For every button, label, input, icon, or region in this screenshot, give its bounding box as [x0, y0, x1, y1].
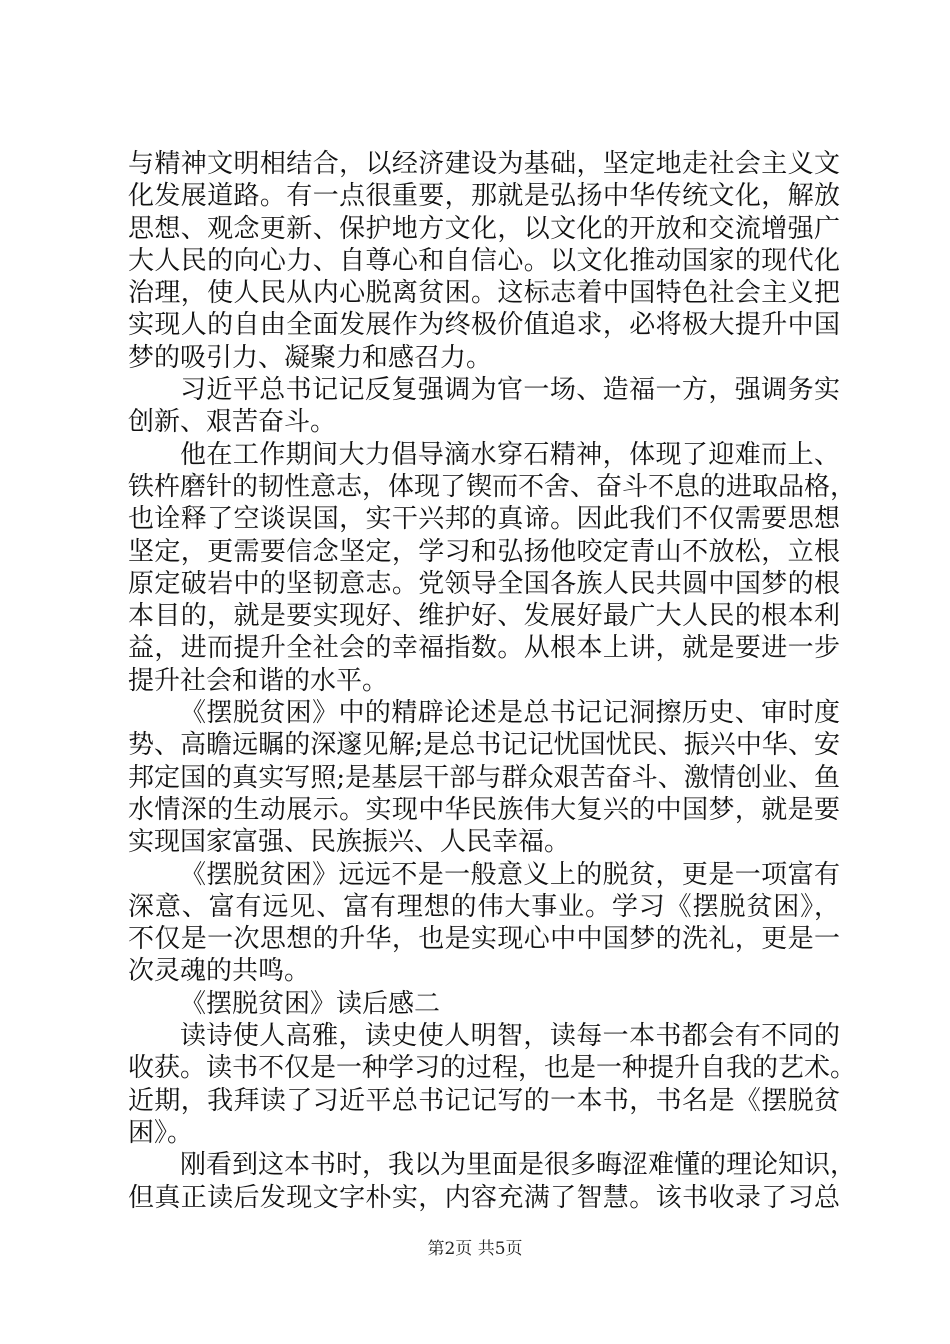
page-footer: 第2页 共5页: [427, 1239, 523, 1259]
text-line: 困》。: [128, 1117, 194, 1148]
text-line: 《摆脱贫困》远远不是一般意义上的脱贫，更是一项富有: [180, 859, 840, 890]
text-line: 读诗使人高雅，读史使人明智，读每一本书都会有不同的: [180, 1021, 840, 1052]
text-line: 邦定国的真实写照;是基层干部与群众艰苦奋斗、激情创业、鱼: [128, 762, 840, 793]
text-line: 次灵魂的共鸣。: [128, 956, 311, 987]
text-line: 提升社会和谐的水平。: [128, 665, 389, 696]
text-line: 与精神文明相结合，以经济建设为基础，坚定地走社会主义文: [128, 149, 840, 179]
text-line: 铁杵磨针的韧性意志，体现了锲而不舍、奋斗不息的进取品格，: [128, 471, 857, 502]
text-line: 《摆脱贫困》中的精辟论述是总书记记洞擦历史、审时度: [180, 698, 840, 729]
text-line: 本目的，就是要实现好、维护好、发展好最广大人民的根本利: [128, 601, 840, 632]
text-line: 深意、富有远见、富有理想的伟大事业。学习《摆脱贫困》，: [128, 891, 840, 922]
text-line: 水情深的生动展示。实现中华民族伟大复兴的中国梦，就是要: [128, 794, 840, 825]
text-line: 实现国家富强、民族振兴、人民幸福。: [128, 827, 571, 858]
text-line: 实现人的自由全面发展作为终极价值追求，必将极大提升中国: [128, 310, 840, 341]
text-line: 不仅是一次思想的升华，也是实现心中中国梦的洗礼，更是一: [128, 924, 840, 955]
text-line: 《摆脱贫困》读后感二: [180, 988, 441, 1019]
text-line: 近期，我拜读了习近平总书记记写的一本书，书名是《摆脱贫: [128, 1085, 840, 1116]
text-line: 势、高瞻远瞩的深邃见解;是总书记记忧国忧民、振兴中华、安: [128, 730, 840, 761]
text-line: 益，进而提升全社会的幸福指数。从根本上讲，就是要进一步: [128, 633, 840, 664]
text-line: 刚看到这本书时，我以为里面是很多晦涩难懂的理论知识，: [180, 1150, 857, 1181]
text-line: 大人民的向心力、自尊心和自信心。以文化推动国家的现代化: [128, 245, 840, 276]
text-line: 创新、艰苦奋斗。: [128, 407, 337, 438]
text-line: 治理，使人民从内心脱离贫困。这标志着中国特色社会主义把: [128, 278, 840, 309]
text-line: 收获。读书不仅是一种学习的过程，也是一种提升自我的艺术。: [128, 1053, 857, 1084]
text-line: 也诠释了空谈误国，实干兴邦的真谛。因此我们不仅需要思想: [128, 504, 840, 535]
document-body: [128, 148, 857, 1214]
text-line: 原定破岩中的坚韧意志。党领导全国各族人民共圆中国梦的根: [128, 568, 840, 599]
text-line: 习近平总书记记反复强调为官一场、造福一方，强调务实: [180, 375, 840, 406]
text-line: 梦的吸引力、凝聚力和感召力。: [128, 342, 493, 373]
text-line: 坚定，更需要信念坚定，学习和弘扬他咬定青山不放松，立根: [128, 536, 840, 567]
text-line: 他在工作期间大力倡导滴水穿石精神，体现了迎难而上、: [180, 439, 840, 470]
text-line: 但真正读后发现文字朴实，内容充满了智慧。该书收录了习总: [128, 1182, 840, 1213]
text-line: 思想、观念更新、保护地方文化，以文化的开放和交流增强广: [128, 213, 840, 244]
text-line: 化发展道路。有一点很重要，那就是弘扬中华传统文化，解放: [128, 181, 840, 212]
